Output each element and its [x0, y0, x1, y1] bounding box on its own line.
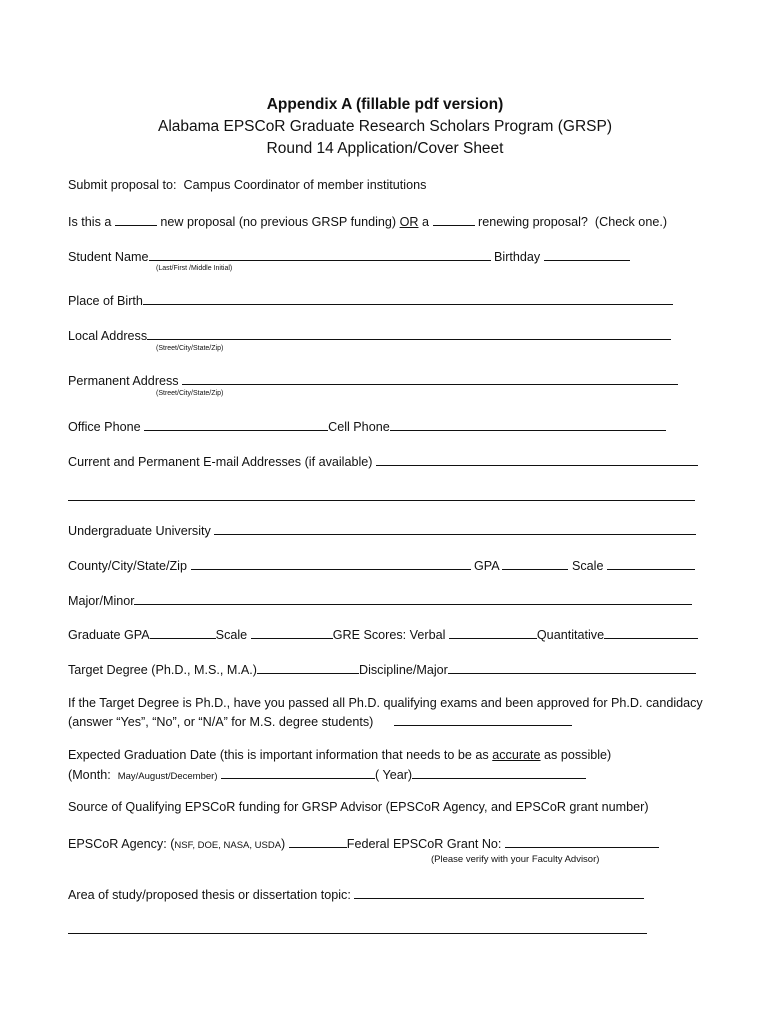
birthday-field[interactable] — [544, 247, 630, 261]
topic-field[interactable] — [354, 885, 644, 899]
local-address-field[interactable] — [147, 326, 671, 340]
grad-gpa-row — [68, 625, 698, 644]
location-field[interactable] — [191, 556, 471, 570]
cell-phone-field[interactable] — [390, 417, 666, 431]
agency-close: ) — [281, 837, 286, 851]
birthday-label: Birthday — [494, 250, 541, 264]
graduation-line-1 — [68, 747, 611, 764]
agency-hint: NSF, DOE, NASA, USDA — [174, 840, 282, 851]
birth-place-field[interactable] — [143, 291, 673, 305]
verify-note: (Please verify with your Faculty Advisor) — [431, 854, 600, 865]
location-label: County/City/State/Zip — [68, 559, 187, 573]
candidacy-line-1: If the Target Degree is Ph.D., have you passed all Ph.D. qualifying exams and been approved for Ph.D. candidacy — [68, 696, 703, 710]
student-name-hint: (Last/First /Middle Initial) — [156, 265, 233, 272]
submit-recipient: Campus Coordinator of member institutions — [183, 178, 427, 192]
local-address-label: Local Address — [68, 329, 148, 343]
cell-phone-label: Cell Phone — [328, 420, 390, 434]
gre-verbal-field[interactable] — [449, 625, 537, 639]
permanent-address-field[interactable] — [182, 371, 678, 385]
form-subtitle: Round 14 Application/Cover Sheet — [266, 140, 504, 157]
email-label: Current and Permanent E-mail Addresses (if available) — [68, 455, 373, 469]
grad-scale-label: Scale — [215, 628, 248, 642]
candidacy-question: (answer “Yes”, “No”, or “N/A” for M.S. degree students) — [68, 715, 374, 729]
major-field[interactable] — [134, 591, 692, 605]
graduation-intro: Expected Graduation Date (this is important information that needs to be as — [68, 748, 489, 762]
quantitative-field[interactable] — [604, 625, 698, 639]
topic-continuation-field[interactable] — [68, 933, 647, 934]
location-row — [68, 556, 695, 575]
check-one-note: (Check one.) — [594, 215, 668, 229]
a-label: a — [421, 215, 429, 229]
email-row — [68, 452, 698, 471]
renew-proposal-check-field[interactable] — [433, 212, 475, 226]
major-label: Major/Minor — [68, 594, 135, 608]
agency-label: EPSCoR Agency: ( — [68, 837, 175, 851]
agency-field[interactable] — [289, 834, 347, 848]
student-name-row — [68, 247, 630, 266]
target-degree-field[interactable] — [257, 660, 359, 674]
renew-proposal-label: renewing proposal? — [478, 215, 588, 229]
major-row — [68, 591, 692, 610]
grad-gpa-field[interactable] — [150, 625, 216, 639]
birth-place-row — [68, 291, 673, 310]
target-degree-label: Target Degree (Ph.D., M.S., M.A.) — [68, 663, 257, 677]
undergrad-field[interactable] — [214, 521, 696, 535]
topic-label: Area of study/proposed thesis or dissertation topic: — [68, 888, 351, 902]
month-label: (Month: — [68, 768, 111, 782]
quantitative-label: Quantitative — [536, 628, 605, 642]
local-address-row — [68, 326, 671, 345]
proposal-type-row — [68, 212, 667, 231]
candidacy-line-2 — [68, 712, 572, 731]
gpa-field[interactable] — [502, 556, 568, 570]
discipline-field[interactable] — [448, 660, 696, 674]
new-proposal-check-field[interactable] — [115, 212, 157, 226]
undergrad-row — [68, 521, 696, 540]
submit-label: Submit proposal to: — [68, 178, 177, 192]
month-field[interactable] — [221, 765, 375, 779]
discipline-label: Discipline/Major — [358, 663, 448, 677]
permanent-address-hint: (Street/City/State/Zip) — [156, 390, 224, 397]
permanent-address-label: Permanent Address — [68, 374, 179, 388]
program-title: Alabama EPSCoR Graduate Research Scholars Program (GRSP) — [158, 118, 612, 135]
graduation-line-2 — [68, 765, 586, 785]
office-phone-label: Office Phone — [68, 420, 141, 434]
funding-source-row: Source of Qualifying EPSCoR funding for GRSP Advisor (EPSCoR Agency, and EPSCoR grant number) — [68, 800, 649, 814]
office-phone-field[interactable] — [144, 417, 328, 431]
scale-label: Scale — [571, 559, 604, 573]
email-continuation-field[interactable] — [68, 500, 695, 501]
grad-gpa-label: Graduate GPA — [68, 628, 150, 642]
new-proposal-label: new proposal (no previous GRSP funding) — [160, 215, 397, 229]
target-degree-row — [68, 660, 696, 679]
header — [0, 94, 770, 160]
undergrad-label: Undergraduate University — [68, 524, 211, 538]
email-field[interactable] — [376, 452, 698, 466]
grant-number-field[interactable] — [505, 834, 659, 848]
appendix-title: Appendix A (fillable pdf version) — [266, 96, 504, 113]
proposal-prefix: Is this a — [68, 215, 112, 229]
submit-row — [68, 177, 426, 194]
candidacy-answer-field[interactable] — [394, 712, 572, 726]
phone-row — [68, 417, 666, 436]
birth-place-label: Place of Birth — [68, 294, 143, 308]
scale-field[interactable] — [607, 556, 695, 570]
local-address-hint: (Street/City/State/Zip) — [156, 345, 224, 352]
topic-row — [68, 885, 644, 904]
or-label: OR — [399, 215, 419, 229]
grant-number-label: Federal EPSCoR Grant No: — [346, 837, 502, 851]
month-hint: May/August/December) — [117, 771, 218, 782]
student-name-label: Student Name — [68, 250, 149, 264]
year-label: ( Year) — [375, 768, 413, 782]
gpa-label: GPA — [474, 559, 499, 573]
graduation-intro-end: as possible) — [544, 748, 612, 762]
year-field[interactable] — [412, 765, 586, 779]
gre-verbal-label: GRE Scores: Verbal — [332, 628, 446, 642]
grad-scale-field[interactable] — [251, 625, 333, 639]
accurate-label: accurate — [492, 748, 541, 762]
student-name-field[interactable] — [149, 247, 491, 261]
permanent-address-row — [68, 371, 678, 390]
